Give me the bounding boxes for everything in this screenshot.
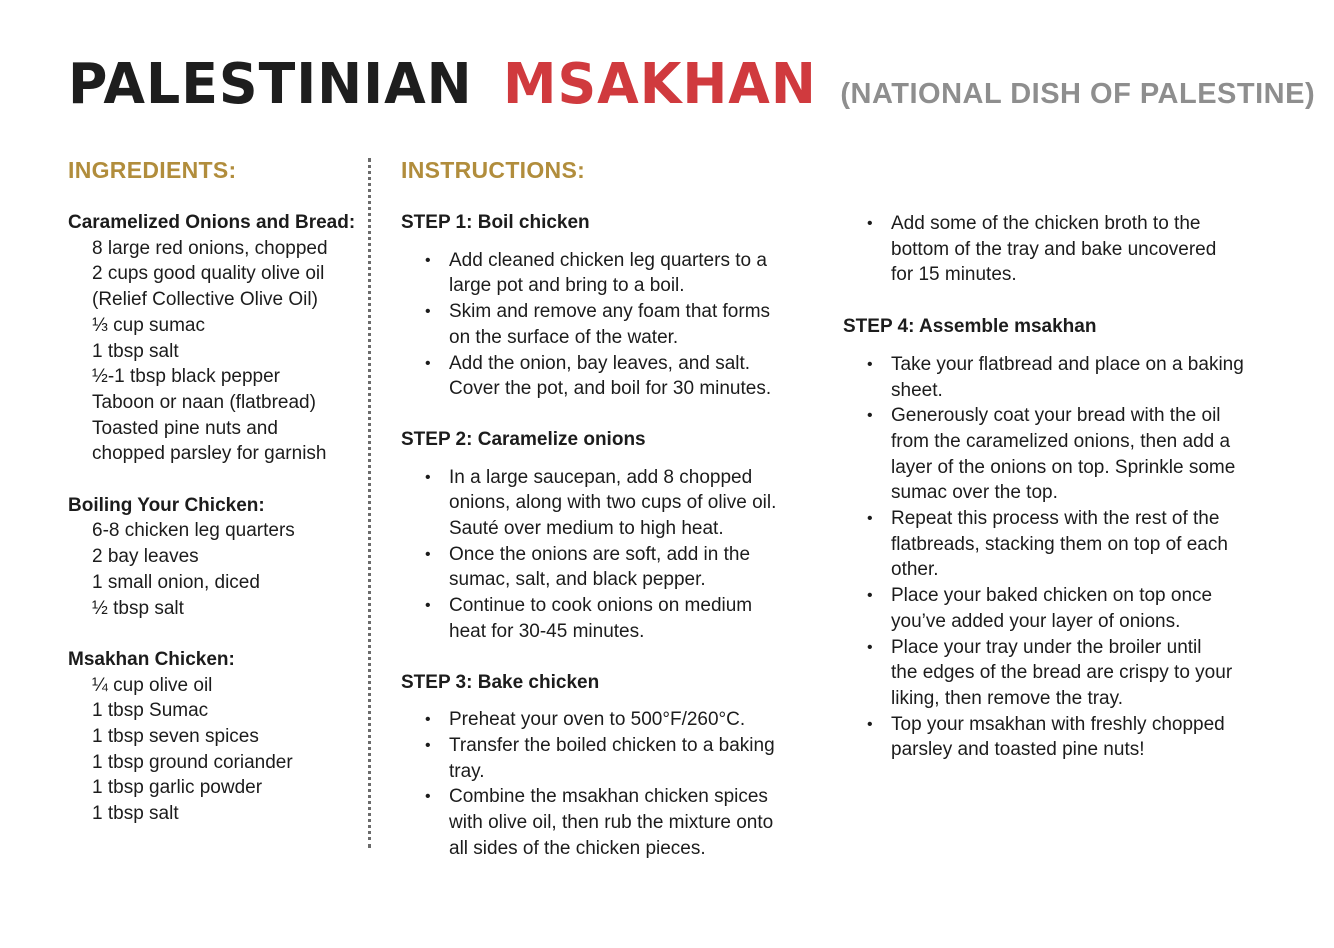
ingredient-group [68, 210, 363, 467]
ingredient-line: 1 tbsp seven spices [92, 726, 259, 748]
ingredient-line: ¼ cup olive oil [92, 674, 213, 696]
step-bullet: • Place your tray under the broiler until the edges of the bread are crispy to your liking, then remove the tray. [843, 635, 1283, 712]
title-msakhan: MSAKHAN [503, 52, 818, 117]
ingredient-line: 1 tbsp salt [92, 340, 179, 362]
step-bullet: • Preheat your oven to 500°F/260°C. [401, 707, 811, 733]
step-bullet: • Top your msakhan with freshly chopped parsley and toasted pine nuts! [843, 712, 1283, 763]
ingredient-line: 1 tbsp ground coriander [92, 751, 293, 773]
step-bullet: • Take your flatbread and place on a baking sheet. [843, 352, 1283, 403]
step-bullet: • Combine the msakhan chicken spices with olive oil, then rub the mixture onto all sides of the chicken pieces. [401, 784, 811, 861]
step-bullet: • Once the onions are soft, add in the sumac, salt, and black pepper. [401, 542, 811, 593]
ingredient-line: chopped parsley for garnish [92, 443, 327, 465]
step-bullets [401, 248, 811, 402]
step-bullets [843, 211, 1283, 288]
title-palestinian: PALESTINIAN [68, 52, 473, 117]
step-bullet: • Generously coat your bread with the oil from the caramelized onions, then add a layer of the onions on top. Sprinkle some sumac over the top. [843, 403, 1283, 506]
ingredient-line: 2 cups good quality olive oil [92, 263, 325, 285]
instructions-heading: INSTRUCTIONS: [401, 157, 586, 183]
step-bullet: • Skim and remove any foam that forms on the surface of the water. [401, 299, 811, 350]
step-bullet: • Add the onion, bay leaves, and salt. Cover the pot, and boil for 30 minutes. [401, 351, 811, 402]
ingredient-group-title: Msakhan Chicken: [68, 648, 235, 670]
ingredient-line: 1 tbsp salt [92, 803, 179, 825]
step-bullets [401, 465, 811, 645]
column-divider [368, 158, 371, 848]
step-title: STEP 2: Caramelize onions [401, 428, 646, 450]
step-bullets [401, 707, 811, 861]
step-title: STEP 3: Bake chicken [401, 671, 600, 693]
ingredient-group [68, 647, 363, 827]
ingredient-line: 6-8 chicken leg quarters [92, 520, 295, 542]
step-bullet: • Add some of the chicken broth to the bottom of the tray and bake uncovered for 15 minutes. [843, 211, 1283, 288]
ingredient-line: ½-1 tbsp black pepper [92, 366, 281, 388]
step-bullet: • Repeat this process with the rest of the flatbreads, stacking them on top of each other. [843, 506, 1283, 583]
ingredient-line: ½ tbsp salt [92, 597, 184, 619]
step-bullets [843, 352, 1283, 763]
step-bullet: • Continue to cook onions on medium heat for 30-45 minutes. [401, 593, 811, 644]
ingredient-group [68, 493, 363, 622]
ingredient-line: 8 large red onions, chopped [92, 237, 328, 259]
ingredient-line: 1 tbsp garlic powder [92, 777, 263, 799]
step-title: STEP 1: Boil chicken [401, 212, 590, 233]
ingredient-line: (Relief Collective Olive Oil) [92, 289, 318, 311]
recipe-title [68, 52, 1315, 117]
step-bullet: • Transfer the boiled chicken to a baking tray. [401, 733, 811, 784]
ingredient-line: ⅓ cup sumac [92, 314, 205, 336]
ingredients-heading: INGREDIENTS: [68, 157, 237, 183]
ingredient-line: 1 tbsp Sumac [92, 700, 209, 722]
instructions-column-2 [843, 211, 1283, 763]
step-bullet: • Add cleaned chicken leg quarters to a large pot and bring to a boil. [401, 248, 811, 299]
ingredient-line: Toasted pine nuts and [92, 417, 278, 439]
step-title: STEP 4: Assemble msakhan [843, 316, 1097, 338]
ingredient-line: 1 small onion, diced [92, 571, 260, 593]
instructions-column-1 [401, 210, 811, 861]
ingredient-group-title: Boiling Your Chicken: [68, 494, 265, 516]
step-bullet: • Place your baked chicken on top once you’ve added your layer of onions. [843, 583, 1283, 634]
ingredient-line: 2 bay leaves [92, 546, 199, 568]
ingredients-column [68, 210, 363, 827]
ingredient-group-title: Caramelized Onions and Bread: [68, 212, 356, 233]
step-bullet: • In a large saucepan, add 8 chopped onions, along with two cups of olive oil. Sauté over medium to high heat. [401, 465, 811, 542]
ingredient-line: Taboon or naan (flatbread) [92, 391, 316, 413]
title-subtitle: (NATIONAL DISH OF PALESTINE) [840, 78, 1316, 110]
